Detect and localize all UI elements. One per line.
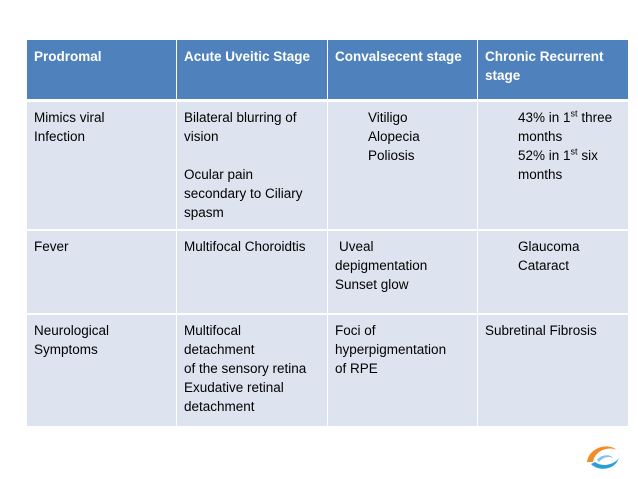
logo-arc-orange: [587, 446, 617, 462]
cell-prodromal: [27, 101, 177, 231]
header-acute: Acute Uveitic Stage: [177, 40, 328, 101]
cell-line: 43% in 1st three: [518, 108, 613, 125]
cell-line: vision: [184, 129, 219, 144]
cell-line: detachment: [184, 399, 255, 414]
cell-line: Symptoms: [34, 342, 98, 357]
cell-line: months: [518, 167, 563, 182]
cell-line: Exudative retinal: [184, 380, 284, 395]
cell-line: spasm: [184, 205, 224, 220]
cell-line: Alopecia: [368, 129, 420, 144]
header-row: [27, 40, 629, 101]
cell-convalescent: [328, 314, 478, 427]
cell-acute: [177, 101, 328, 231]
cell-line: Poliosis: [368, 148, 415, 163]
cell-line: Multifocal Choroidtis: [184, 239, 306, 254]
cell-acute: [177, 230, 328, 314]
header-prodromal: Prodromal: [27, 40, 177, 101]
cell-chronic: [478, 314, 629, 427]
logo-arc-blue: [591, 458, 619, 469]
cell-line: Infection: [34, 129, 86, 144]
header-convalescent: Convalsecent stage: [328, 40, 478, 101]
stages-table: [26, 39, 629, 427]
swirl-logo-icon: [583, 440, 623, 474]
cell-prodromal: [27, 230, 177, 314]
cell-line: Vitiligo: [368, 110, 408, 125]
cell-acute: [177, 314, 328, 427]
cell-line: Ocular pain: [184, 167, 254, 182]
cell-prodromal: [27, 314, 177, 427]
cell-convalescent: [328, 230, 478, 314]
cell-line: of RPE: [335, 361, 378, 376]
cell-line: months: [518, 129, 563, 144]
cell-line: of the sensory retina: [184, 361, 307, 376]
table-row: [27, 230, 629, 314]
cell-line: detachment: [184, 342, 255, 357]
cell-line: Subretinal Fibrosis: [485, 323, 597, 338]
cell-line: Bilateral blurring of: [184, 110, 297, 125]
cell-line: Glaucoma: [518, 239, 580, 254]
cell-line: Sunset glow: [335, 277, 409, 292]
table-row: [27, 314, 629, 427]
cell-line: hyperpigmentation: [335, 342, 447, 357]
cell-line: Neurological: [34, 323, 110, 338]
cell-line: Fever: [34, 239, 69, 254]
logo-arc-light: [597, 455, 613, 462]
cell-line: Cataract: [518, 258, 570, 273]
cell-line: Multifocal: [184, 323, 242, 338]
cell-line: 52% in 1st six: [518, 146, 598, 163]
cell-chronic: [478, 230, 629, 314]
cell-convalescent: [328, 101, 478, 231]
cell-line: secondary to Ciliary: [184, 186, 303, 201]
cell-chronic: [478, 101, 629, 231]
cell-line: Uveal: [339, 239, 374, 254]
cell-line: depigmentation: [335, 258, 428, 273]
header-chronic: Chronic Recurrent stage: [478, 40, 629, 101]
table-row: [27, 101, 629, 231]
cell-line: Foci of: [335, 323, 376, 338]
cell-line: Mimics viral: [34, 110, 105, 125]
